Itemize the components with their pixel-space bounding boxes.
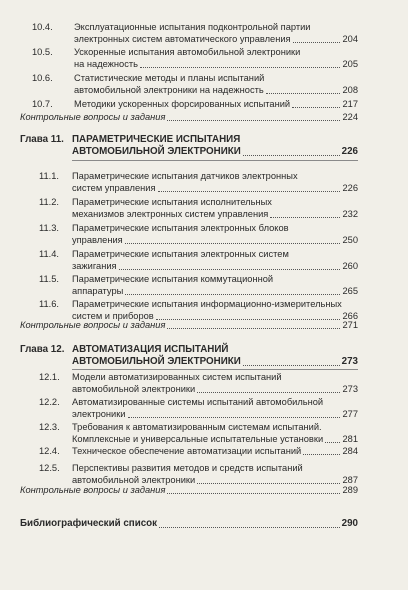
entry-text-line: Техническое обеспечение автоматизации испытаний [72,446,302,456]
page-number: 289 [342,485,358,495]
section-number: 12.3. [39,422,60,432]
chapter-title-line: АВТОМАТИЗАЦИЯ ИСПЫТАНИЙ [72,344,229,355]
section-number: 12.1. [39,372,60,382]
page-number: 250 [342,235,358,245]
section-number: 11.4. [39,249,59,259]
questions-label: Контрольные вопросы и задания [20,320,166,330]
chapter-rule [72,160,358,161]
section-number: 10.6. [32,73,53,83]
entry-text-line: систем управления [72,183,156,193]
page-number: 226 [341,146,358,157]
questions-label: Контрольные вопросы и задания [20,112,166,122]
page-number: 284 [342,446,358,456]
dot-leader [125,285,340,295]
section-number: 10.4. [32,22,53,32]
page-number: 232 [342,209,358,219]
section-number: 12.5. [39,463,60,473]
section-number: 12.4. [39,446,60,456]
dot-leader [243,146,340,156]
entry-text-line: электроники [72,409,126,419]
page-number: 208 [342,85,358,95]
entry-text-line: Эксплуатационные испытания подконтрольной партии [74,22,311,32]
toc-questions-10 [20,111,358,123]
entry-text-line: систем и приборов [72,311,154,321]
dot-leader [270,208,340,218]
dot-leader [128,408,341,418]
entry-text-line: аппаратуры [72,286,124,296]
page-number: 290 [341,518,358,529]
entry-text-line: Статистические методы и планы испытаний [74,73,265,83]
page-number: 273 [342,384,358,394]
dot-leader [243,356,340,366]
dot-leader [292,98,340,108]
section-number: 12.2. [39,397,60,407]
toc-questions-11 [20,319,358,331]
entry-text-line: автомобильной электроники на надежность [74,85,264,95]
dot-leader [119,260,341,270]
entry-text-line: Модели автоматизированных систем испытаний [72,372,282,382]
dot-leader [197,474,340,484]
entry-text-line: механизмов электронных систем управления [72,209,269,219]
section-number: 11.1. [39,171,59,181]
dot-leader [167,319,340,329]
chapter-title-line: АВТОМОБИЛЬНОЙ ЭЛЕКТРОНИКИ [72,356,241,367]
entry-text-line: Параметрические испытания информационно-измерительных [72,299,342,309]
entry-text-line: Параметрические испытания электронных систем [72,249,289,259]
chapter-title-line: АВТОМОБИЛЬНОЙ ЭЛЕКТРОНИКИ [72,146,241,157]
section-number: 11.3. [39,223,59,233]
page-number: 273 [341,356,358,367]
entry-text-line: Параметрические испытания датчиков электронных [72,171,298,181]
page-number: 287 [342,475,358,485]
entry-text-line: автомобильной электроники [72,384,196,394]
dot-leader [125,234,341,244]
questions-label: Контрольные вопросы и задания [20,485,166,495]
dot-leader [159,518,340,528]
entry-text-line: Автоматизированные системы испытаний автомобильной [72,397,324,407]
dot-leader [325,433,340,443]
entry-text-line: Перспективы развития методов и средств испытаний [72,463,303,473]
dot-leader [303,445,340,455]
entry-text-line: на надежность [74,59,138,69]
entry-text-line: зажигания [72,261,117,271]
page-number: 277 [342,409,358,419]
page-number: 205 [342,59,358,69]
page-number: 204 [342,34,358,44]
dot-leader [266,84,341,94]
page-number: 265 [342,286,358,296]
section-number: 10.5. [32,47,53,57]
entry-text-line: Параметрические испытания коммутационной [72,274,274,284]
dot-leader [158,182,341,192]
page-number: 226 [342,183,358,193]
dot-leader [167,484,340,494]
chapter-rule [72,369,358,370]
dot-leader [197,383,340,393]
entry-text-line: Параметрические испытания исполнительных [72,197,272,207]
page-number: 266 [342,311,358,321]
page-number: 224 [342,112,358,122]
entry-text-line: управления [72,235,123,245]
section-number: 11.5. [39,274,59,284]
page-number: 260 [342,261,358,271]
bibliography-label: Библиографический список [20,518,158,529]
entry-text-line: Ускоренные испытания автомобильной электроники [74,47,301,57]
page-number: 217 [342,99,358,109]
dot-leader [293,33,341,43]
page-number: 271 [342,320,358,330]
toc-bibliography [20,518,358,530]
entry-text-line: электронных систем автоматического управления [74,34,291,44]
entry-text-line: Параметрические испытания электронных блоков [72,223,289,233]
dot-leader [140,58,341,68]
toc-questions-12 [20,484,358,496]
entry-text-line: Комплексные и универсальные испытательные установки [72,434,324,444]
section-number: 11.6. [39,299,59,309]
entry-text-line: автомобильной электроники [72,475,196,485]
entry-text-line: Требования к автоматизированным системам испытаний. [72,422,322,432]
section-number: 11.2. [39,197,59,207]
chapter-label: Глава 12. [20,344,65,355]
page-number: 281 [342,434,358,444]
section-number: 10.7. [32,99,53,109]
dot-leader [167,111,340,121]
entry-text-line: Методики ускоренных форсированных испытаний [74,99,291,109]
chapter-title-line: ПАРАМЕТРИЧЕСКИЕ ИСПЫТАНИЯ [72,134,241,145]
chapter-label: Глава 11. [20,134,64,145]
